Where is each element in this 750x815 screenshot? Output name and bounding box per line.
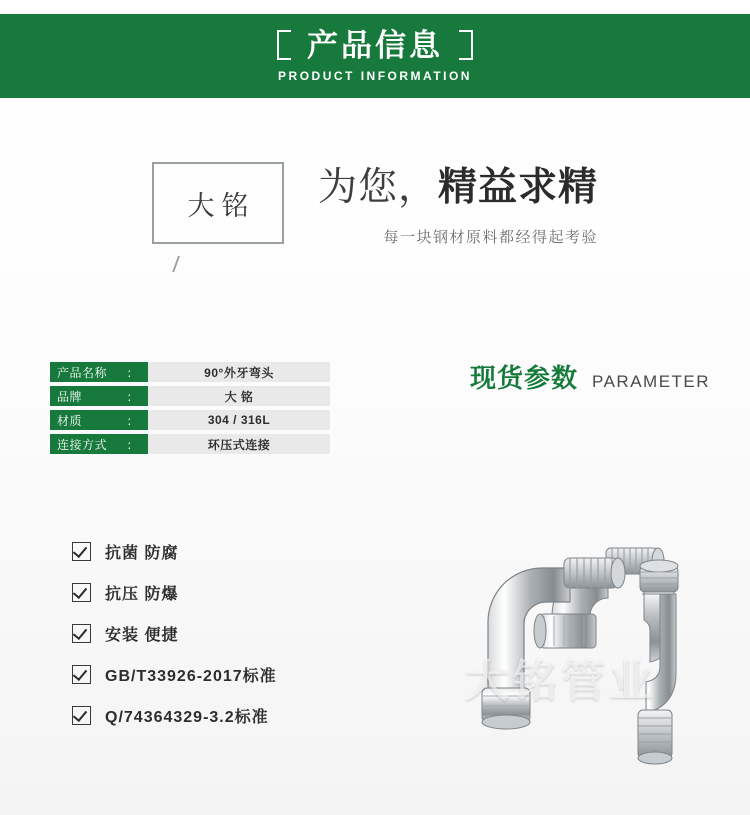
brand-name: 大铭 bbox=[187, 190, 256, 221]
slogan-sub: 每一块钢材原料都经得起考验 bbox=[383, 229, 599, 246]
spec-label-colon: ： bbox=[126, 365, 139, 380]
table-row bbox=[50, 386, 330, 406]
spec-label-colon: ： bbox=[126, 389, 139, 404]
feature-label: Q/74364329-3.2标准 bbox=[105, 709, 269, 726]
table-row bbox=[50, 362, 330, 382]
banner-subtitle: PRODUCT INFORMATION bbox=[278, 68, 472, 83]
spec-label-cell bbox=[50, 386, 148, 406]
checkbox-icon bbox=[72, 624, 91, 643]
checkbox-icon bbox=[72, 542, 91, 561]
watermark-text: 大铭管业 bbox=[465, 657, 657, 706]
spec-label-text: 材质 bbox=[57, 413, 83, 428]
product-photo-svg bbox=[420, 500, 740, 800]
banner-title-row bbox=[277, 27, 473, 63]
slogan-main-prefix: 为您， bbox=[317, 166, 438, 209]
spec-value-cell: 大 铭 bbox=[148, 386, 330, 406]
table-row bbox=[50, 410, 330, 430]
spec-label-cell bbox=[50, 410, 148, 430]
banner-title: 产品信息 bbox=[307, 27, 443, 63]
parameter-heading-en: PARAMETER bbox=[592, 372, 711, 391]
spec-value-cell: 304 / 316L bbox=[148, 410, 330, 430]
parameter-heading bbox=[470, 358, 710, 395]
brand-logo-box bbox=[152, 162, 284, 244]
spec-label-text: 品牌 bbox=[57, 389, 83, 404]
spec-label-cell bbox=[50, 434, 148, 454]
feature-label: 安装 便捷 bbox=[105, 627, 179, 644]
speech-tail-icon bbox=[176, 242, 178, 257]
slogan-main bbox=[318, 156, 598, 212]
feature-label: GB/T33926-2017标准 bbox=[105, 668, 277, 685]
spec-label-colon: ： bbox=[126, 413, 139, 428]
checkbox-icon bbox=[72, 665, 91, 684]
bracket-left-icon bbox=[277, 30, 293, 60]
slogan-main-bold: 精益求精 bbox=[438, 166, 599, 209]
list-item bbox=[72, 581, 277, 604]
spec-label-text: 产品名称 bbox=[57, 365, 108, 380]
checkbox-icon bbox=[72, 706, 91, 725]
bracket-right-icon bbox=[457, 30, 473, 60]
list-item bbox=[72, 540, 277, 563]
spec-label-text: 连接方式 bbox=[57, 437, 108, 452]
feature-label: 抗菌 防腐 bbox=[105, 545, 179, 562]
list-item bbox=[72, 704, 277, 727]
spec-value-cell: 环压式连接 bbox=[148, 434, 330, 454]
slogan-section bbox=[0, 150, 750, 247]
list-item bbox=[72, 663, 277, 686]
spec-label-colon: ： bbox=[126, 437, 139, 452]
feature-label: 抗压 防爆 bbox=[105, 586, 179, 603]
parameter-heading-cn: 现货参数 bbox=[470, 363, 579, 393]
spec-table bbox=[50, 362, 330, 458]
slogan-texts bbox=[318, 150, 598, 247]
list-item bbox=[72, 622, 277, 645]
spec-label-cell bbox=[50, 362, 148, 382]
header-banner bbox=[0, 14, 750, 98]
spec-value-cell: 90°外牙弯头 bbox=[148, 362, 330, 382]
checkbox-icon bbox=[72, 583, 91, 602]
product-photo bbox=[420, 500, 740, 800]
table-row bbox=[50, 434, 330, 454]
feature-list bbox=[72, 540, 277, 727]
